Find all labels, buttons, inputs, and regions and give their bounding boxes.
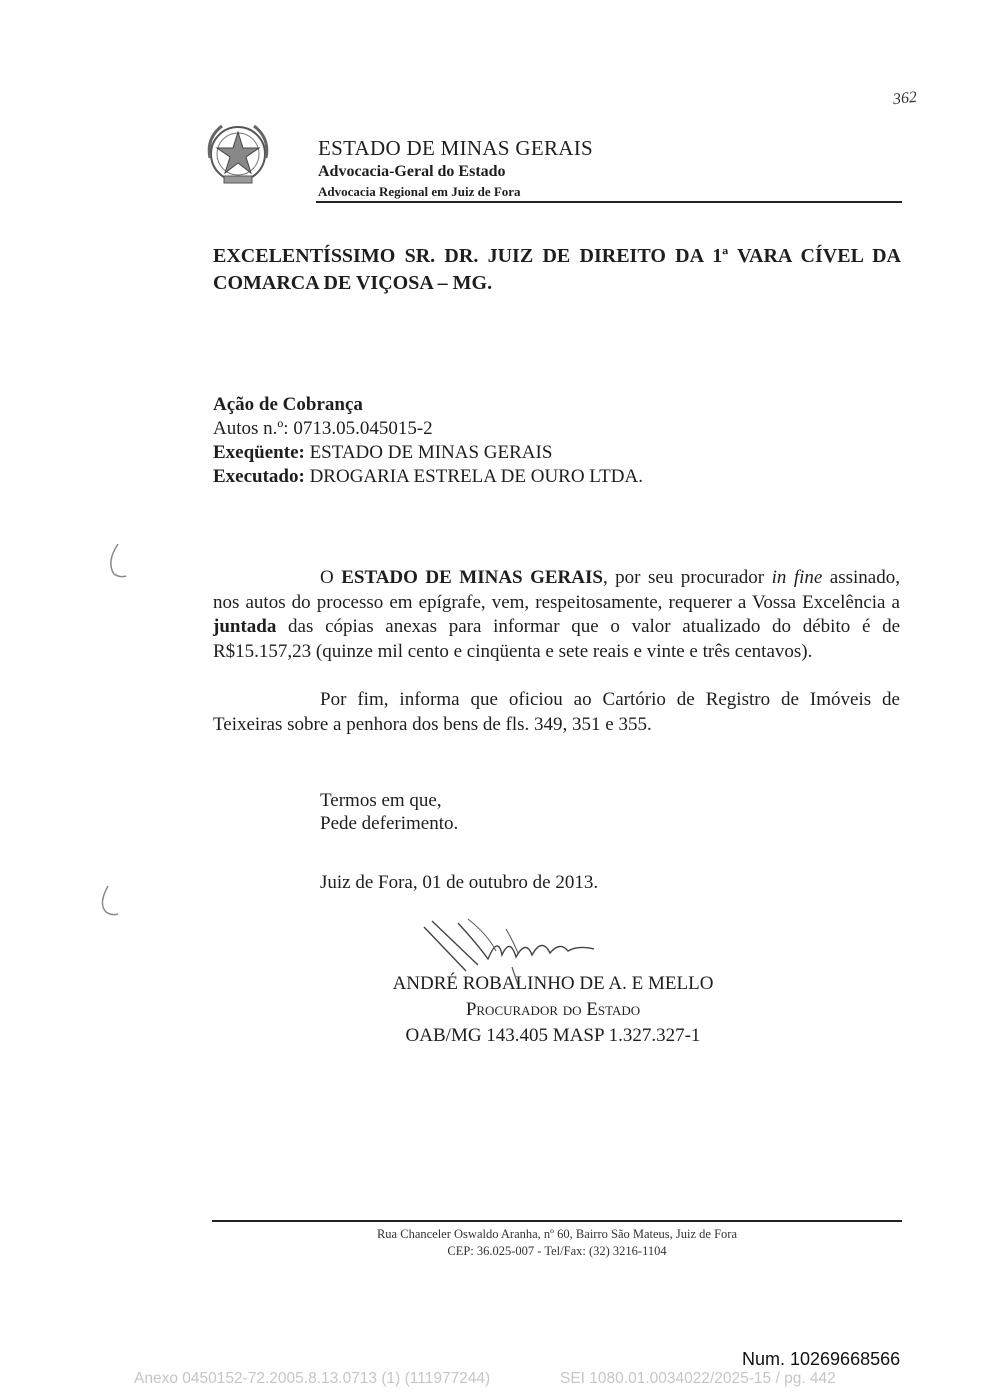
closing-line: Termos em que, <box>320 790 442 811</box>
header-agency: Advocacia-Geral do Estado <box>318 163 506 180</box>
scan-mark <box>92 880 122 920</box>
signer-role: Procurador do Estado <box>465 999 641 1020</box>
footer-address: Rua Chanceler Oswaldo Aranha, nº 60, Bairro São Mateus, Juiz de Fora <box>376 1227 738 1241</box>
header-rule <box>316 201 902 203</box>
case-autos: Autos n.º: 0713.05.045015-2 <box>213 418 433 439</box>
case-executado: Executado: DROGARIA ESTRELA DE OURO LTDA. <box>213 466 643 487</box>
paragraph-request: O ESTADO DE MINAS GERAIS, por seu procurador in fine assinado, nos autos do processo em epígrafe, vem, respeitosamente, requerer a Vossa Excelência a juntada das cópias anexas para informar que o valor atualizado do débito é de R$15.157,23 (quinze mil cento e cinqüenta e sete reais e vinte e três centavos). <box>213 567 900 662</box>
scan-mark <box>100 540 130 580</box>
sei-reference: SEI 1080.01.0034022/2025-15 / pg. 442 <box>560 1370 836 1387</box>
annex-reference: Anexo 0450152-72.2005.8.13.0713 (1) (111977244) <box>134 1370 491 1387</box>
footer-contact: CEP: 36.025-007 - Tel/Fax: (32) 3216-1104 <box>447 1244 667 1258</box>
signer-block <box>300 971 806 1049</box>
case-exequente: Exeqüente: ESTADO DE MINAS GERAIS <box>213 442 553 463</box>
footer-rule <box>212 1220 902 1222</box>
paragraph-notice: Por fim, informa que oficiou ao Cartório de Registro de Imóveis de Teixeiras sobre a penhora dos bens de fls. 349, 351 e 355. <box>213 689 900 735</box>
page-number: 362 <box>892 88 918 109</box>
addressee: EXCELENTÍSSIMO SR. DR. JUIZ DE DIREITO DA 1ª VARA CÍVEL DA COMARCA DE VIÇOSA – MG. <box>213 245 901 294</box>
document-number: Num. 10269668566 <box>742 1349 901 1369</box>
header-state: ESTADO DE MINAS GERAIS <box>318 136 594 160</box>
petition-body <box>213 566 900 737</box>
place-date: Juiz de Fora, 01 de outubro de 2013. <box>320 872 599 893</box>
footer <box>212 1226 902 1260</box>
coat-of-arms-icon <box>202 118 274 190</box>
signer-registration: OAB/MG 143.405 MASP 1.327.327-1 <box>405 1025 701 1046</box>
header-regional: Advocacia Regional em Juiz de Fora <box>318 184 521 199</box>
case-info <box>213 393 643 489</box>
closing <box>320 789 458 835</box>
case-action: Ação de Cobrança <box>213 394 363 415</box>
closing-line: Pede deferimento. <box>320 813 459 834</box>
signer-name: ANDRÉ ROBALINHO DE A. E MELLO <box>392 973 714 994</box>
